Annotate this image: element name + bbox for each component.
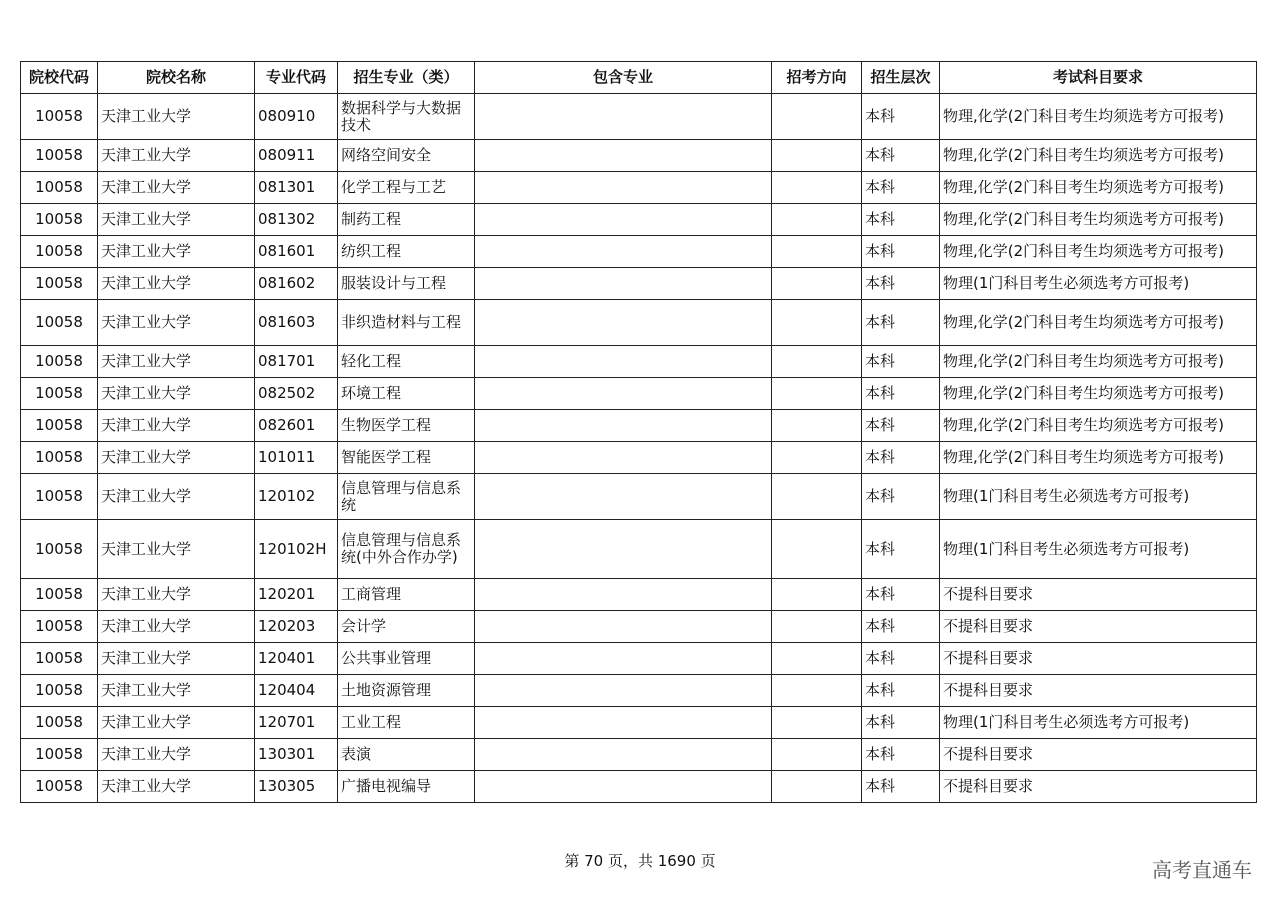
table-row	[21, 643, 1257, 675]
cell-direction	[772, 675, 862, 707]
cell-school-code: 10058	[21, 300, 98, 346]
cell-major-code: 081603	[255, 300, 338, 346]
cell-major: 轻化工程	[338, 346, 475, 378]
cell-included-majors	[475, 300, 772, 346]
cell-major: 土地资源管理	[338, 675, 475, 707]
cell-school-name: 天津工业大学	[98, 474, 255, 520]
cell-direction	[772, 474, 862, 520]
cell-direction	[772, 236, 862, 268]
cell-subject-req: 物理,化学(2门科目考生均须选考方可报考)	[940, 442, 1257, 474]
cell-direction	[772, 268, 862, 300]
cell-school-code: 10058	[21, 236, 98, 268]
cell-subject-req: 物理(1门科目考生必须选考方可报考)	[940, 707, 1257, 739]
cell-direction	[772, 94, 862, 140]
cell-school-name: 天津工业大学	[98, 707, 255, 739]
cell-school-code: 10058	[21, 268, 98, 300]
cell-school-name: 天津工业大学	[98, 236, 255, 268]
cell-major: 公共事业管理	[338, 643, 475, 675]
cell-major: 环境工程	[338, 378, 475, 410]
cell-major: 表演	[338, 739, 475, 771]
table-row	[21, 707, 1257, 739]
cell-level: 本科	[862, 707, 940, 739]
cell-school-name: 天津工业大学	[98, 300, 255, 346]
table-row	[21, 300, 1257, 346]
cell-subject-req: 物理,化学(2门科目考生均须选考方可报考)	[940, 300, 1257, 346]
cell-school-code: 10058	[21, 474, 98, 520]
cell-school-code: 10058	[21, 378, 98, 410]
cell-subject-req: 不提科目要求	[940, 643, 1257, 675]
cell-direction	[772, 520, 862, 579]
cell-subject-req: 不提科目要求	[940, 675, 1257, 707]
cell-included-majors	[475, 236, 772, 268]
cell-subject-req: 物理,化学(2门科目考生均须选考方可报考)	[940, 172, 1257, 204]
cell-major: 非织造材料与工程	[338, 300, 475, 346]
cell-included-majors	[475, 140, 772, 172]
cell-school-code: 10058	[21, 520, 98, 579]
col-header-direction: 招考方向	[772, 62, 862, 94]
cell-major-code: 080911	[255, 140, 338, 172]
cell-included-majors	[475, 94, 772, 140]
cell-included-majors	[475, 579, 772, 611]
cell-direction	[772, 346, 862, 378]
col-header-school-name: 院校名称	[98, 62, 255, 94]
cell-subject-req: 物理(1门科目考生必须选考方可报考)	[940, 474, 1257, 520]
cell-included-majors	[475, 378, 772, 410]
cell-school-name: 天津工业大学	[98, 520, 255, 579]
cell-major-code: 120102H	[255, 520, 338, 579]
cell-included-majors	[475, 520, 772, 579]
table-row	[21, 346, 1257, 378]
table-row	[21, 410, 1257, 442]
cell-direction	[772, 739, 862, 771]
admissions-table	[20, 61, 1257, 803]
table-row	[21, 268, 1257, 300]
cell-subject-req: 物理,化学(2门科目考生均须选考方可报考)	[940, 346, 1257, 378]
cell-major: 智能医学工程	[338, 442, 475, 474]
cell-major: 广播电视编导	[338, 771, 475, 803]
cell-major: 会计学	[338, 611, 475, 643]
cell-level: 本科	[862, 739, 940, 771]
table-row	[21, 771, 1257, 803]
cell-major-code: 120102	[255, 474, 338, 520]
col-header-major: 招生专业（类）	[338, 62, 475, 94]
cell-major-code: 082502	[255, 378, 338, 410]
cell-level: 本科	[862, 579, 940, 611]
cell-subject-req: 物理,化学(2门科目考生均须选考方可报考)	[940, 236, 1257, 268]
cell-school-code: 10058	[21, 643, 98, 675]
cell-direction	[772, 140, 862, 172]
cell-subject-req: 物理,化学(2门科目考生均须选考方可报考)	[940, 204, 1257, 236]
cell-included-majors	[475, 410, 772, 442]
cell-school-name: 天津工业大学	[98, 611, 255, 643]
table-row	[21, 675, 1257, 707]
cell-included-majors	[475, 474, 772, 520]
cell-level: 本科	[862, 611, 940, 643]
page-indicator: 第 70 页，共 1690 页	[564, 852, 716, 870]
cell-level: 本科	[862, 771, 940, 803]
cell-included-majors	[475, 346, 772, 378]
cell-subject-req: 不提科目要求	[940, 611, 1257, 643]
cell-school-name: 天津工业大学	[98, 94, 255, 140]
cell-subject-req: 物理,化学(2门科目考生均须选考方可报考)	[940, 140, 1257, 172]
cell-subject-req: 不提科目要求	[940, 771, 1257, 803]
cell-direction	[772, 378, 862, 410]
cell-major-code: 120203	[255, 611, 338, 643]
cell-level: 本科	[862, 378, 940, 410]
table-row	[21, 236, 1257, 268]
cell-included-majors	[475, 442, 772, 474]
cell-school-code: 10058	[21, 611, 98, 643]
cell-school-name: 天津工业大学	[98, 643, 255, 675]
cell-school-code: 10058	[21, 94, 98, 140]
cell-subject-req: 不提科目要求	[940, 739, 1257, 771]
col-header-subject-req: 考试科目要求	[940, 62, 1257, 94]
cell-major: 化学工程与工艺	[338, 172, 475, 204]
table-row	[21, 94, 1257, 140]
table-row	[21, 520, 1257, 579]
cell-major-code: 081301	[255, 172, 338, 204]
table-row	[21, 611, 1257, 643]
table-header-row	[21, 62, 1257, 94]
cell-level: 本科	[862, 172, 940, 204]
cell-direction	[772, 204, 862, 236]
cell-level: 本科	[862, 410, 940, 442]
cell-major-code: 081602	[255, 268, 338, 300]
cell-school-name: 天津工业大学	[98, 140, 255, 172]
col-header-major-code: 专业代码	[255, 62, 338, 94]
cell-major: 工商管理	[338, 579, 475, 611]
cell-school-name: 天津工业大学	[98, 675, 255, 707]
cell-level: 本科	[862, 442, 940, 474]
cell-school-code: 10058	[21, 204, 98, 236]
cell-major-code: 101011	[255, 442, 338, 474]
col-header-school-code: 院校代码	[21, 62, 98, 94]
watermark: 高考直通车	[1152, 858, 1252, 882]
cell-direction	[772, 579, 862, 611]
table-row	[21, 172, 1257, 204]
cell-included-majors	[475, 739, 772, 771]
cell-level: 本科	[862, 675, 940, 707]
cell-direction	[772, 300, 862, 346]
cell-direction	[772, 410, 862, 442]
cell-included-majors	[475, 707, 772, 739]
cell-direction	[772, 643, 862, 675]
cell-school-name: 天津工业大学	[98, 739, 255, 771]
cell-school-name: 天津工业大学	[98, 442, 255, 474]
cell-subject-req: 物理,化学(2门科目考生均须选考方可报考)	[940, 378, 1257, 410]
cell-major: 数据科学与大数据技术	[338, 94, 475, 140]
col-header-included-majors: 包含专业	[475, 62, 772, 94]
cell-major: 工业工程	[338, 707, 475, 739]
cell-level: 本科	[862, 300, 940, 346]
cell-level: 本科	[862, 140, 940, 172]
cell-major-code: 130305	[255, 771, 338, 803]
table-row	[21, 579, 1257, 611]
table-row	[21, 140, 1257, 172]
cell-major-code: 082601	[255, 410, 338, 442]
cell-school-name: 天津工业大学	[98, 346, 255, 378]
cell-subject-req: 物理(1门科目考生必须选考方可报考)	[940, 520, 1257, 579]
cell-major-code: 120404	[255, 675, 338, 707]
cell-major: 服装设计与工程	[338, 268, 475, 300]
cell-included-majors	[475, 172, 772, 204]
cell-included-majors	[475, 771, 772, 803]
cell-school-code: 10058	[21, 410, 98, 442]
cell-school-name: 天津工业大学	[98, 204, 255, 236]
cell-subject-req: 物理(1门科目考生必须选考方可报考)	[940, 268, 1257, 300]
cell-direction	[772, 442, 862, 474]
cell-major: 网络空间安全	[338, 140, 475, 172]
cell-level: 本科	[862, 94, 940, 140]
cell-school-name: 天津工业大学	[98, 268, 255, 300]
cell-level: 本科	[862, 643, 940, 675]
cell-direction	[772, 172, 862, 204]
cell-included-majors	[475, 675, 772, 707]
cell-level: 本科	[862, 204, 940, 236]
cell-school-code: 10058	[21, 739, 98, 771]
cell-major-code: 080910	[255, 94, 338, 140]
cell-major: 信息管理与信息系统	[338, 474, 475, 520]
col-header-level: 招生层次	[862, 62, 940, 94]
cell-direction	[772, 611, 862, 643]
table-row	[21, 474, 1257, 520]
cell-school-code: 10058	[21, 172, 98, 204]
cell-included-majors	[475, 611, 772, 643]
cell-major: 信息管理与信息系统(中外合作办学)	[338, 520, 475, 579]
cell-included-majors	[475, 643, 772, 675]
cell-school-code: 10058	[21, 771, 98, 803]
cell-major-code: 081302	[255, 204, 338, 236]
table-row	[21, 442, 1257, 474]
cell-direction	[772, 771, 862, 803]
cell-major-code: 120201	[255, 579, 338, 611]
cell-major-code: 081701	[255, 346, 338, 378]
cell-subject-req: 不提科目要求	[940, 579, 1257, 611]
cell-school-name: 天津工业大学	[98, 579, 255, 611]
cell-school-name: 天津工业大学	[98, 771, 255, 803]
cell-level: 本科	[862, 346, 940, 378]
cell-school-code: 10058	[21, 140, 98, 172]
cell-major: 纺织工程	[338, 236, 475, 268]
cell-school-name: 天津工业大学	[98, 378, 255, 410]
cell-major: 生物医学工程	[338, 410, 475, 442]
cell-school-code: 10058	[21, 579, 98, 611]
cell-direction	[772, 707, 862, 739]
cell-school-code: 10058	[21, 675, 98, 707]
table-row	[21, 378, 1257, 410]
cell-included-majors	[475, 268, 772, 300]
cell-level: 本科	[862, 474, 940, 520]
cell-level: 本科	[862, 236, 940, 268]
cell-school-code: 10058	[21, 346, 98, 378]
cell-major-code: 120701	[255, 707, 338, 739]
cell-school-name: 天津工业大学	[98, 410, 255, 442]
cell-included-majors	[475, 204, 772, 236]
cell-school-name: 天津工业大学	[98, 172, 255, 204]
cell-level: 本科	[862, 520, 940, 579]
cell-school-code: 10058	[21, 707, 98, 739]
cell-subject-req: 物理,化学(2门科目考生均须选考方可报考)	[940, 410, 1257, 442]
cell-major: 制药工程	[338, 204, 475, 236]
cell-major-code: 081601	[255, 236, 338, 268]
cell-level: 本科	[862, 268, 940, 300]
cell-school-code: 10058	[21, 442, 98, 474]
cell-major-code: 120401	[255, 643, 338, 675]
cell-subject-req: 物理,化学(2门科目考生均须选考方可报考)	[940, 94, 1257, 140]
table-row	[21, 739, 1257, 771]
cell-major-code: 130301	[255, 739, 338, 771]
table-row	[21, 204, 1257, 236]
